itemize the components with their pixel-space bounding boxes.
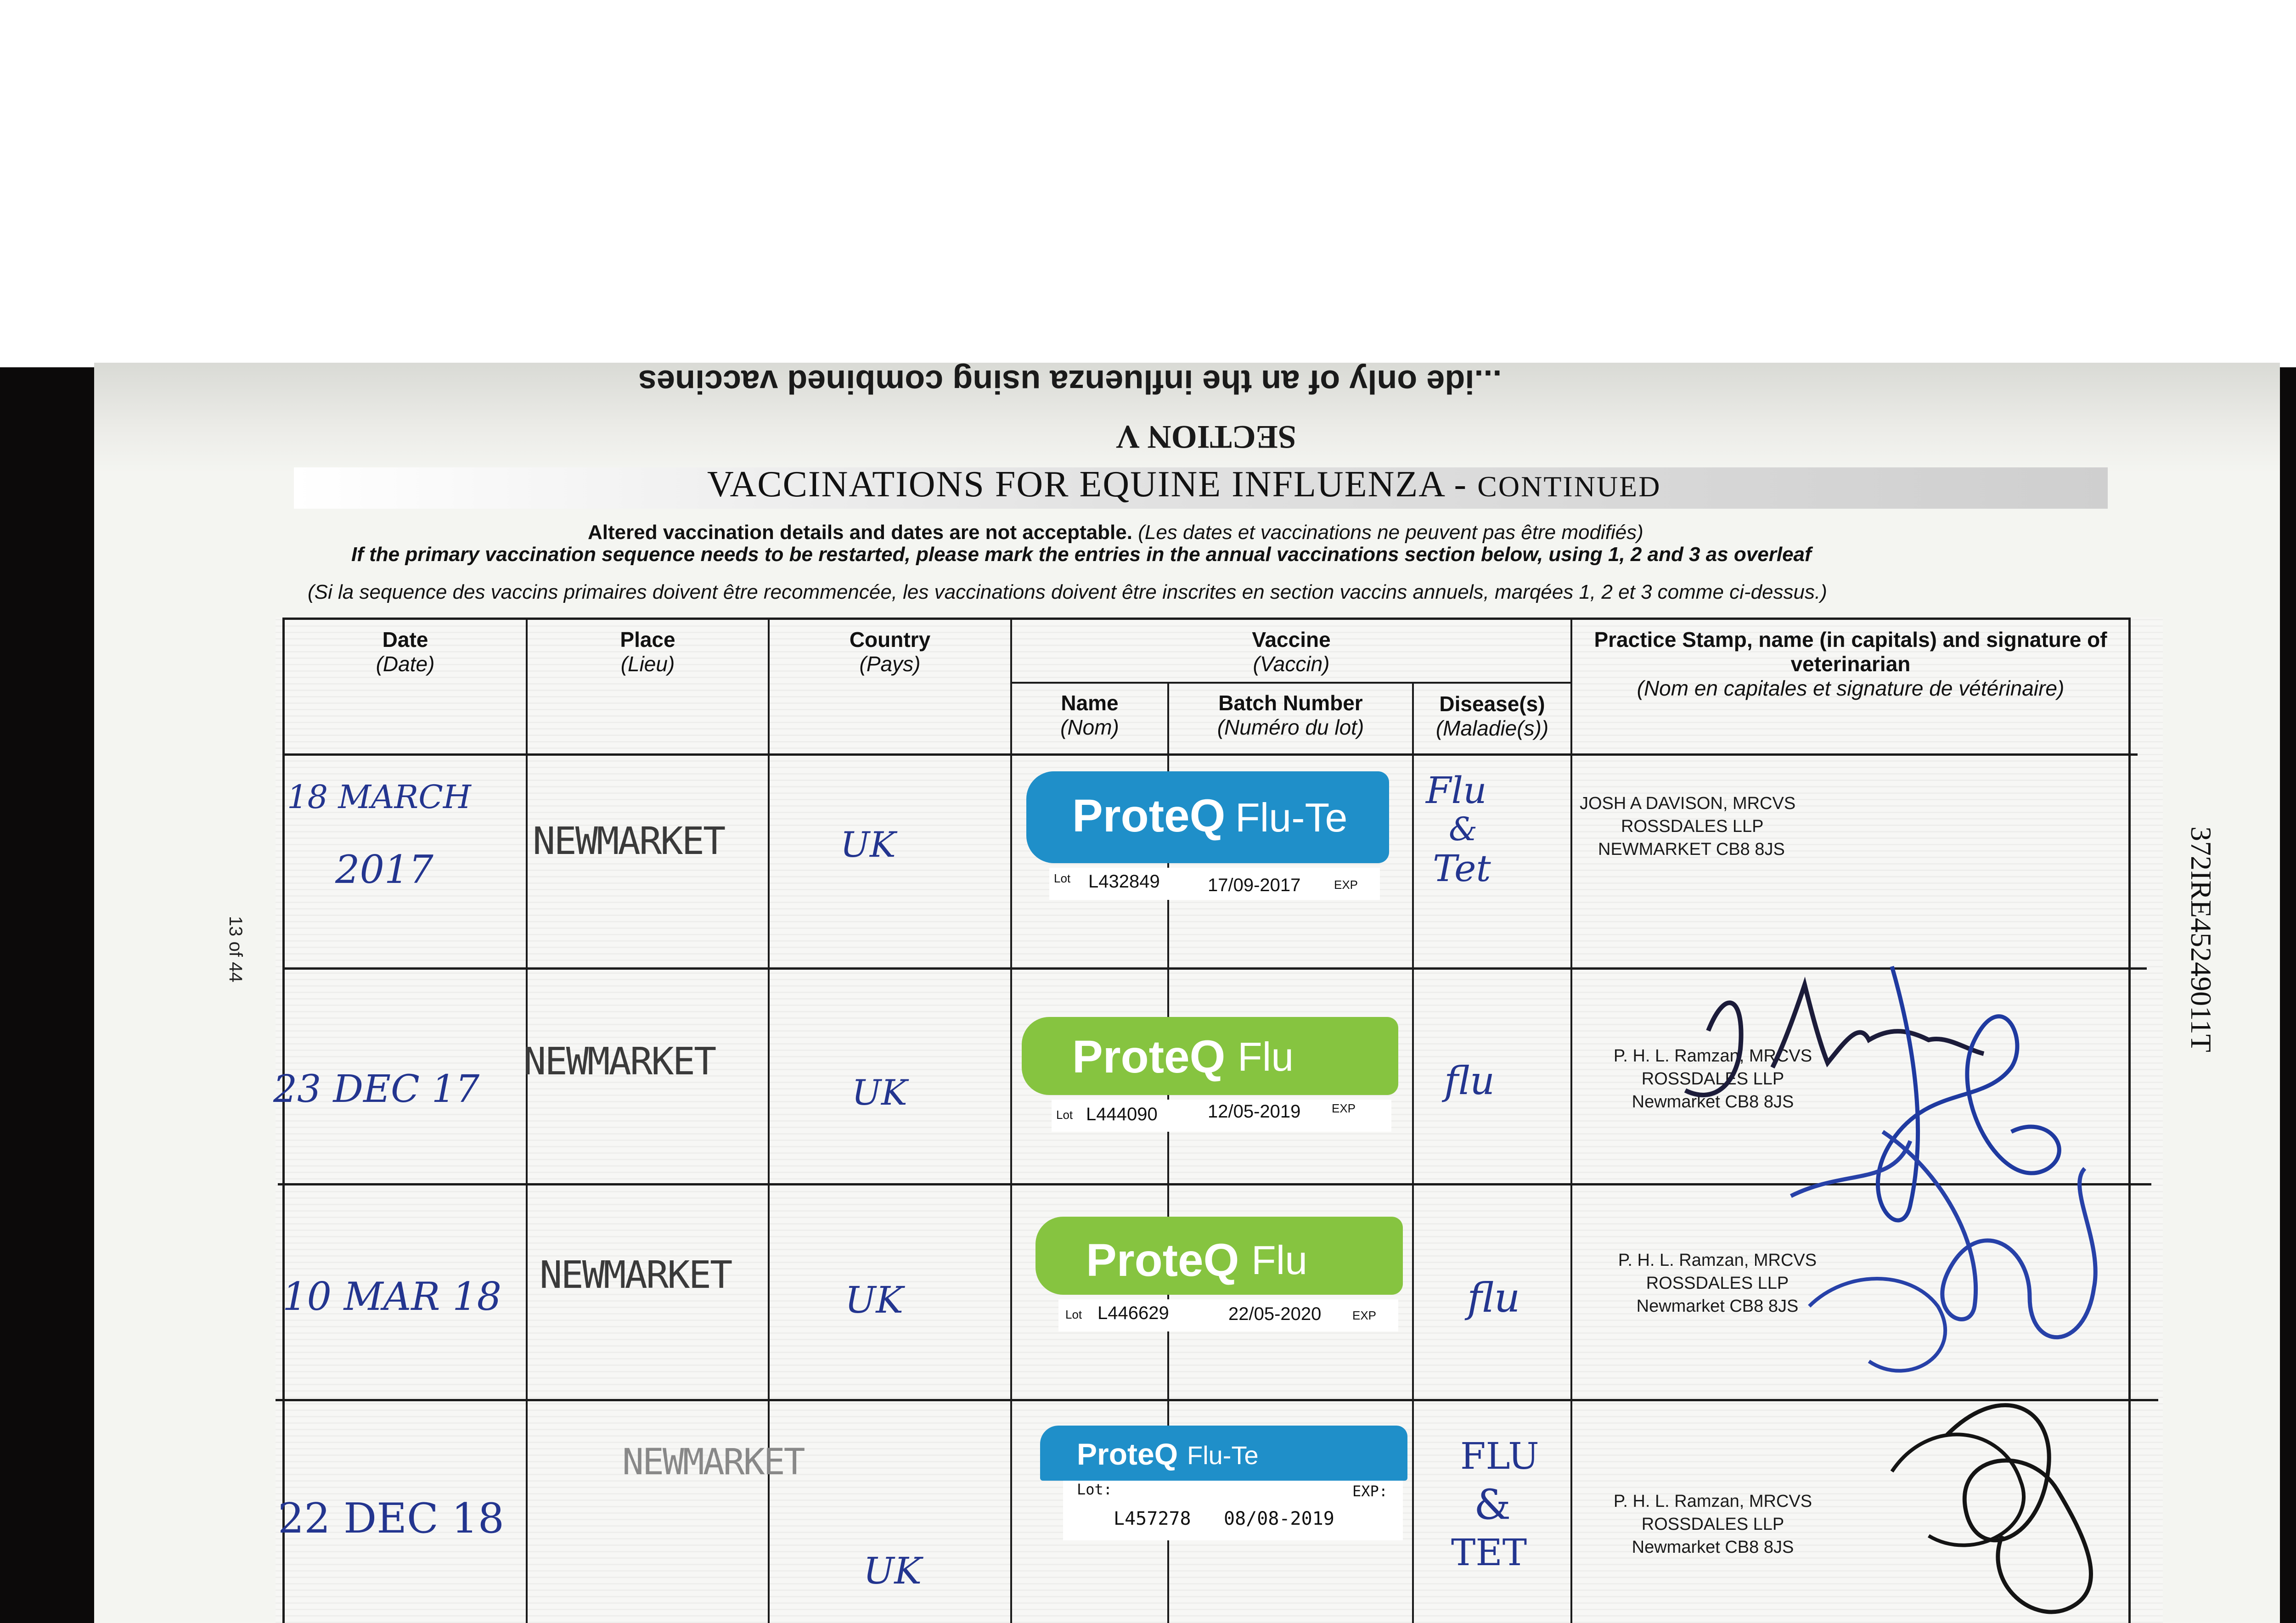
overleaf-show-through-text: ...ide only of an the influenza using combined vaccines xyxy=(638,363,1502,400)
row4-country: UK xyxy=(863,1550,922,1592)
notice-altered-details xyxy=(588,521,1643,544)
row1-label-variant: Flu-Te xyxy=(1235,795,1348,840)
row1-vet-practice: ROSSDALES LLP xyxy=(1621,817,1764,837)
row1-lot-number: L432849 xyxy=(1088,871,1160,892)
row3-date: 10 MAR 18 xyxy=(282,1274,502,1319)
header-place-en: Place xyxy=(620,628,675,651)
row3-label-variant: Flu xyxy=(1251,1237,1308,1283)
row1-disease-line1: Flu xyxy=(1426,769,1487,812)
row3-signature xyxy=(1791,1132,2095,1337)
header-vaccine-en: Vaccine xyxy=(1252,628,1331,651)
row2-vet-practice: ROSSDALES LLP xyxy=(1641,1069,1784,1089)
notice-restart-sequence: If the primary vaccination sequence needs to be restarted, please mark the entries in the annual vaccinations section below, using 1, 2 and 3 as overleaf xyxy=(351,543,1812,566)
header-disease-fr: (Maladie(s)) xyxy=(1435,716,1549,740)
row2-disease: flu xyxy=(1444,1058,1495,1103)
row1-exp-label: EXP xyxy=(1334,878,1358,892)
header-disease-en: Disease(s) xyxy=(1439,692,1545,716)
header-practice-fr: (Nom en capitales et signature de vétérinaire) xyxy=(1637,676,2065,700)
row3-vet-name: P. H. L. Ramzan, MRCVS xyxy=(1618,1251,1817,1270)
row3-disease: flu xyxy=(1467,1274,1520,1321)
row3-lot-prefix: Lot xyxy=(1065,1308,1082,1321)
header-practice-en: Practice Stamp, name (in capitals) and signature of veterinarian xyxy=(1594,628,2107,676)
header-date-fr: (Date) xyxy=(376,651,435,676)
col-line-date xyxy=(526,618,528,1623)
row2-vet-name: P. H. L. Ramzan, MRCVS xyxy=(1613,1046,1812,1066)
row4-lot-prefix: Lot: xyxy=(1077,1481,1113,1498)
header-batch-fr: (Numéro du lot) xyxy=(1217,715,1364,739)
row2-lot-prefix: Lot xyxy=(1056,1108,1073,1122)
header-practice xyxy=(1584,628,2117,701)
row1-place-stamp: NEWMARKET xyxy=(533,820,725,863)
header-country-fr: (Pays) xyxy=(859,651,921,676)
row4-vaccine-label xyxy=(1040,1426,1407,1481)
row3-place-stamp: NEWMARKET xyxy=(540,1253,732,1297)
header-row-line xyxy=(282,753,2138,756)
row2-lot-number: L444090 xyxy=(1086,1104,1158,1124)
row1-date-line1: 18 MARCH xyxy=(287,778,471,816)
col-line-disease xyxy=(1570,618,1572,1623)
vaccine-subheader-line xyxy=(1010,682,1570,684)
page-title-main: VACCINATIONS FOR EQUINE INFLUENZA - xyxy=(707,464,1478,505)
row2-place-stamp: NEWMARKET xyxy=(523,1040,715,1084)
row3-exp-label: EXP xyxy=(1352,1309,1377,1322)
row3-vaccine-label xyxy=(1035,1217,1403,1295)
passport-id-number: 372IRE45249011T xyxy=(2185,826,2217,1052)
row2-exp-label: EXP xyxy=(1332,1101,1356,1115)
header-date-en: Date xyxy=(382,628,428,651)
row3-country: UK xyxy=(845,1279,904,1321)
notice-restart-sequence-fr: (Si la sequence des vaccins primaires doivent être recommencée, les vaccinations doivent être inscrites en section vaccins annuels, marqées 1, 2 et 3 comme ci-dessus.) xyxy=(308,581,1827,603)
header-date xyxy=(285,628,526,676)
header-place xyxy=(528,628,768,676)
header-name-en: Name xyxy=(1061,691,1119,715)
header-batch xyxy=(1169,691,1412,740)
row4-vet-town: Newmarket CB8 8JS xyxy=(1632,1538,1794,1557)
row4-exp-label: EXP: xyxy=(1352,1483,1388,1500)
row3-batch-strip xyxy=(1058,1299,1398,1331)
overleaf-section-heading: SECTION V xyxy=(1116,419,1296,455)
header-name xyxy=(1012,691,1167,740)
row1-lot-prefix: Lot xyxy=(1054,871,1071,885)
row4-label-brand: ProteQ xyxy=(1077,1437,1178,1471)
row1-signature-tail xyxy=(1773,985,1984,1067)
header-country-en: Country xyxy=(849,628,931,651)
row4-label-variant: Flu-Te xyxy=(1187,1441,1259,1470)
row1-vet-town: NEWMARKET CB8 8JS xyxy=(1598,840,1785,859)
notice-altered-details-fr: (Les dates et vaccinations ne peuvent pas être modifiés) xyxy=(1138,521,1643,544)
page-title-suffix: CONTINUED xyxy=(1477,470,1661,503)
row2-date: 23 DEC 17 xyxy=(273,1067,480,1111)
row2-vet-town: Newmarket CB8 8JS xyxy=(1632,1092,1794,1112)
row2-expiry: 12/05-2019 xyxy=(1208,1101,1301,1122)
row2-country: UK xyxy=(852,1072,907,1113)
row1-date-line2: 2017 xyxy=(335,847,433,892)
row4-signature-loop xyxy=(1892,1434,2024,1545)
row2-batch-strip xyxy=(1052,1100,1391,1132)
row3-vet-town: Newmarket CB8 8JS xyxy=(1636,1297,1799,1316)
page-number: 13 of 44 xyxy=(225,916,246,983)
row3-label-brand: ProteQ xyxy=(1086,1235,1239,1286)
header-place-fr: (Lieu) xyxy=(620,651,675,676)
signatures-drawing xyxy=(1653,847,2158,1623)
row4-place-stamp: NEWMARKET xyxy=(622,1442,804,1483)
row4-expiry: 08/08-2019 xyxy=(1224,1508,1334,1529)
header-name-fr: (Nom) xyxy=(1060,715,1119,739)
col-line-left xyxy=(282,618,285,1623)
header-batch-en: Batch Number xyxy=(1218,691,1363,715)
row1-vaccine-label xyxy=(1026,771,1389,863)
row1-label-brand: ProteQ xyxy=(1072,790,1226,842)
row3-expiry: 22/05-2020 xyxy=(1228,1304,1322,1324)
row1-expiry: 17/09-2017 xyxy=(1208,875,1301,895)
row4-batch-strip xyxy=(1063,1481,1403,1540)
row4-disease-line3: TET xyxy=(1451,1531,1527,1574)
header-disease xyxy=(1414,692,1570,741)
row1-signature xyxy=(1685,1003,1741,1095)
row1-disease-line3: Tet xyxy=(1433,847,1491,890)
notice-altered-details-en: Altered vaccination details and dates are not acceptable. xyxy=(588,521,1132,544)
row4-date: 22 DEC 18 xyxy=(278,1494,504,1543)
vaccination-table xyxy=(273,618,2163,1623)
row4-vet-name: P. H. L. Ramzan, MRCVS xyxy=(1613,1492,1812,1511)
header-country xyxy=(770,628,1010,676)
row1-batch-strip xyxy=(1049,868,1380,900)
row1-country: UK xyxy=(840,824,896,865)
row2-label-variant: Flu xyxy=(1238,1034,1294,1079)
col-line-batch xyxy=(1412,682,1414,1623)
table-border-top xyxy=(282,618,2128,620)
row4-lot-number: L457278 xyxy=(1114,1508,1191,1529)
header-vaccine xyxy=(1012,628,1570,676)
header-vaccine-fr: (Vaccin) xyxy=(1253,651,1330,676)
col-line-country xyxy=(1010,618,1012,1623)
row3-vet-practice: ROSSDALES LLP xyxy=(1646,1274,1789,1293)
row4-vet-practice: ROSSDALES LLP xyxy=(1641,1515,1784,1534)
row4-disease-line1: FLU xyxy=(1460,1435,1539,1477)
row2-vaccine-label xyxy=(1022,1017,1398,1095)
row3-signature-loop xyxy=(1809,1279,1945,1371)
row3-lot-number: L446629 xyxy=(1097,1303,1169,1323)
row2-label-brand: ProteQ xyxy=(1072,1031,1226,1083)
row2-signature xyxy=(1878,966,2059,1220)
page-title xyxy=(707,464,1661,505)
row1-vet-name: JOSH A DAVISON, MRCVS xyxy=(1580,794,1796,813)
row1-disease-line2: & xyxy=(1449,810,1478,848)
row4-disease-line2: & xyxy=(1474,1481,1511,1529)
